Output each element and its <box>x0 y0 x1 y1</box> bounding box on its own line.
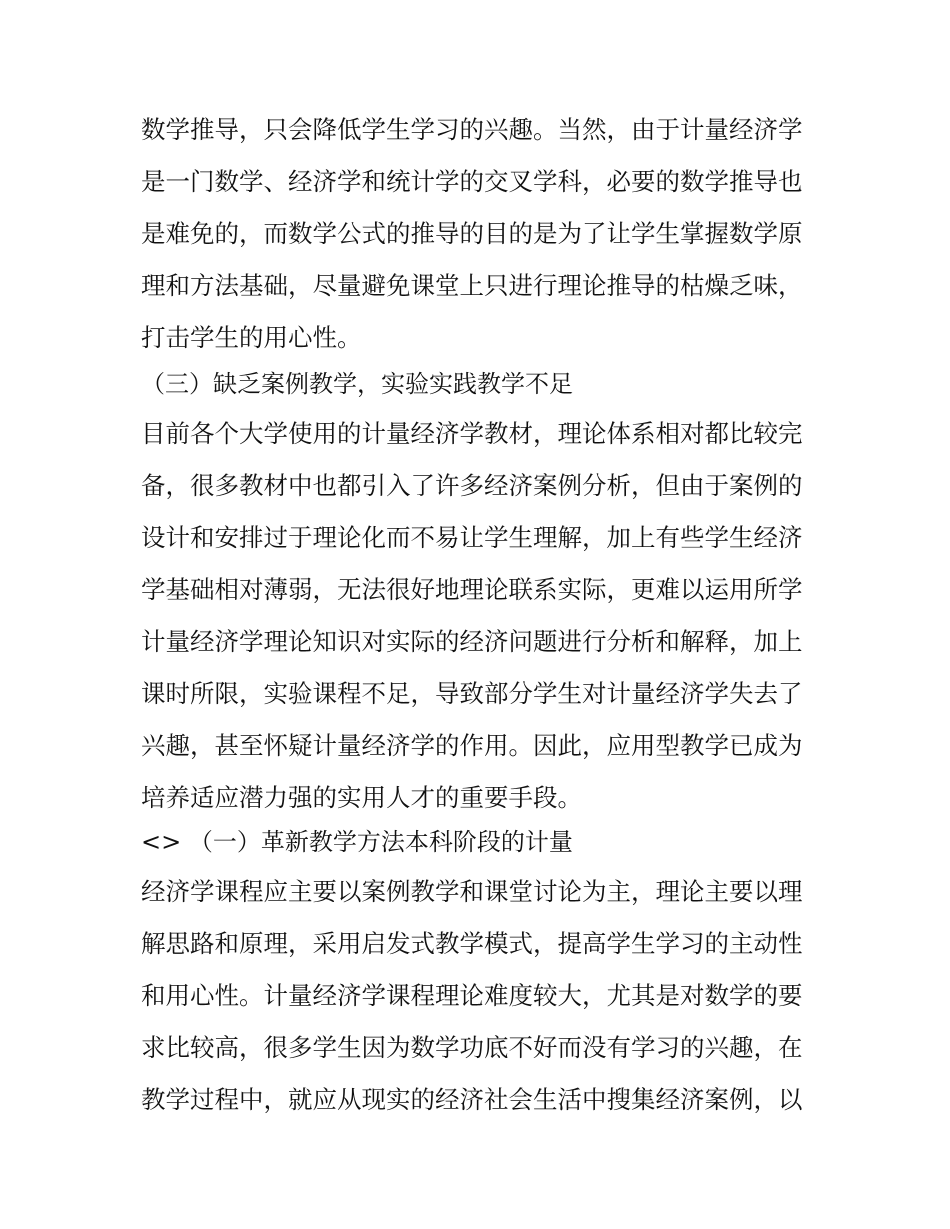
paragraph-line: 培养适应潜力强的实用人才的重要手段。 <box>141 783 582 812</box>
paragraph-line: 经济学课程应主要以案例教学和课堂讨论为主，理论主要以理 <box>141 877 803 906</box>
section-heading: <> （一）革新教学方法本科阶段的计量 <box>141 828 573 856</box>
paragraph-line: 计量经济学理论知识对实际的经济问题进行分析和解释，加上 <box>141 627 803 656</box>
paragraph-line: 兴趣，甚至怀疑计量经济学的作用。因此，应用型教学已成为 <box>141 731 803 760</box>
paragraph-line: 是难免的，而数学公式的推导的目的是为了让学生掌握数学原 <box>141 219 803 248</box>
paragraph-line: 求比较高，很多学生因为数学功底不好而没有学习的兴趣，在 <box>141 1033 803 1062</box>
paragraph-line: 目前各个大学使用的计量经济学教材，理论体系相对都比较完 <box>141 419 803 448</box>
paragraph-line: 打击学生的用心性。 <box>141 323 362 352</box>
paragraph-line: 学基础相对薄弱，无法很好地理论联系实际，更难以运用所学 <box>141 575 803 604</box>
paragraph-line: 数学推导，只会降低学生学习的兴趣。当然，由于计量经济学 <box>141 115 803 144</box>
paragraph-line: 课时所限，实验课程不足，导致部分学生对计量经济学失去了 <box>141 679 803 708</box>
paragraph-line: 和用心性。计量经济学课程理论难度较大，尤其是对数学的要 <box>141 981 803 1010</box>
paragraph-line: 解思路和原理，采用启发式教学模式，提高学生学习的主动性 <box>141 929 803 958</box>
paragraph-line: 是一门数学、经济学和统计学的交叉学科，必要的数学推导也 <box>141 167 803 196</box>
paragraph-line: 备，很多教材中也都引入了许多经济案例分析，但由于案例的 <box>141 471 803 500</box>
paragraph-line: 理和方法基础，尽量避免课堂上只进行理论推导的枯燥乏味， <box>141 271 803 300</box>
paragraph-line: 教学过程中，就应从现实的经济社会生活中搜集经济案例，以 <box>141 1085 803 1114</box>
paragraph-line: 设计和安排过于理论化而不易让学生理解，加上有些学生经济 <box>141 523 803 552</box>
section-heading: （三）缺乏案例教学，实验实践教学不足 <box>141 370 573 398</box>
